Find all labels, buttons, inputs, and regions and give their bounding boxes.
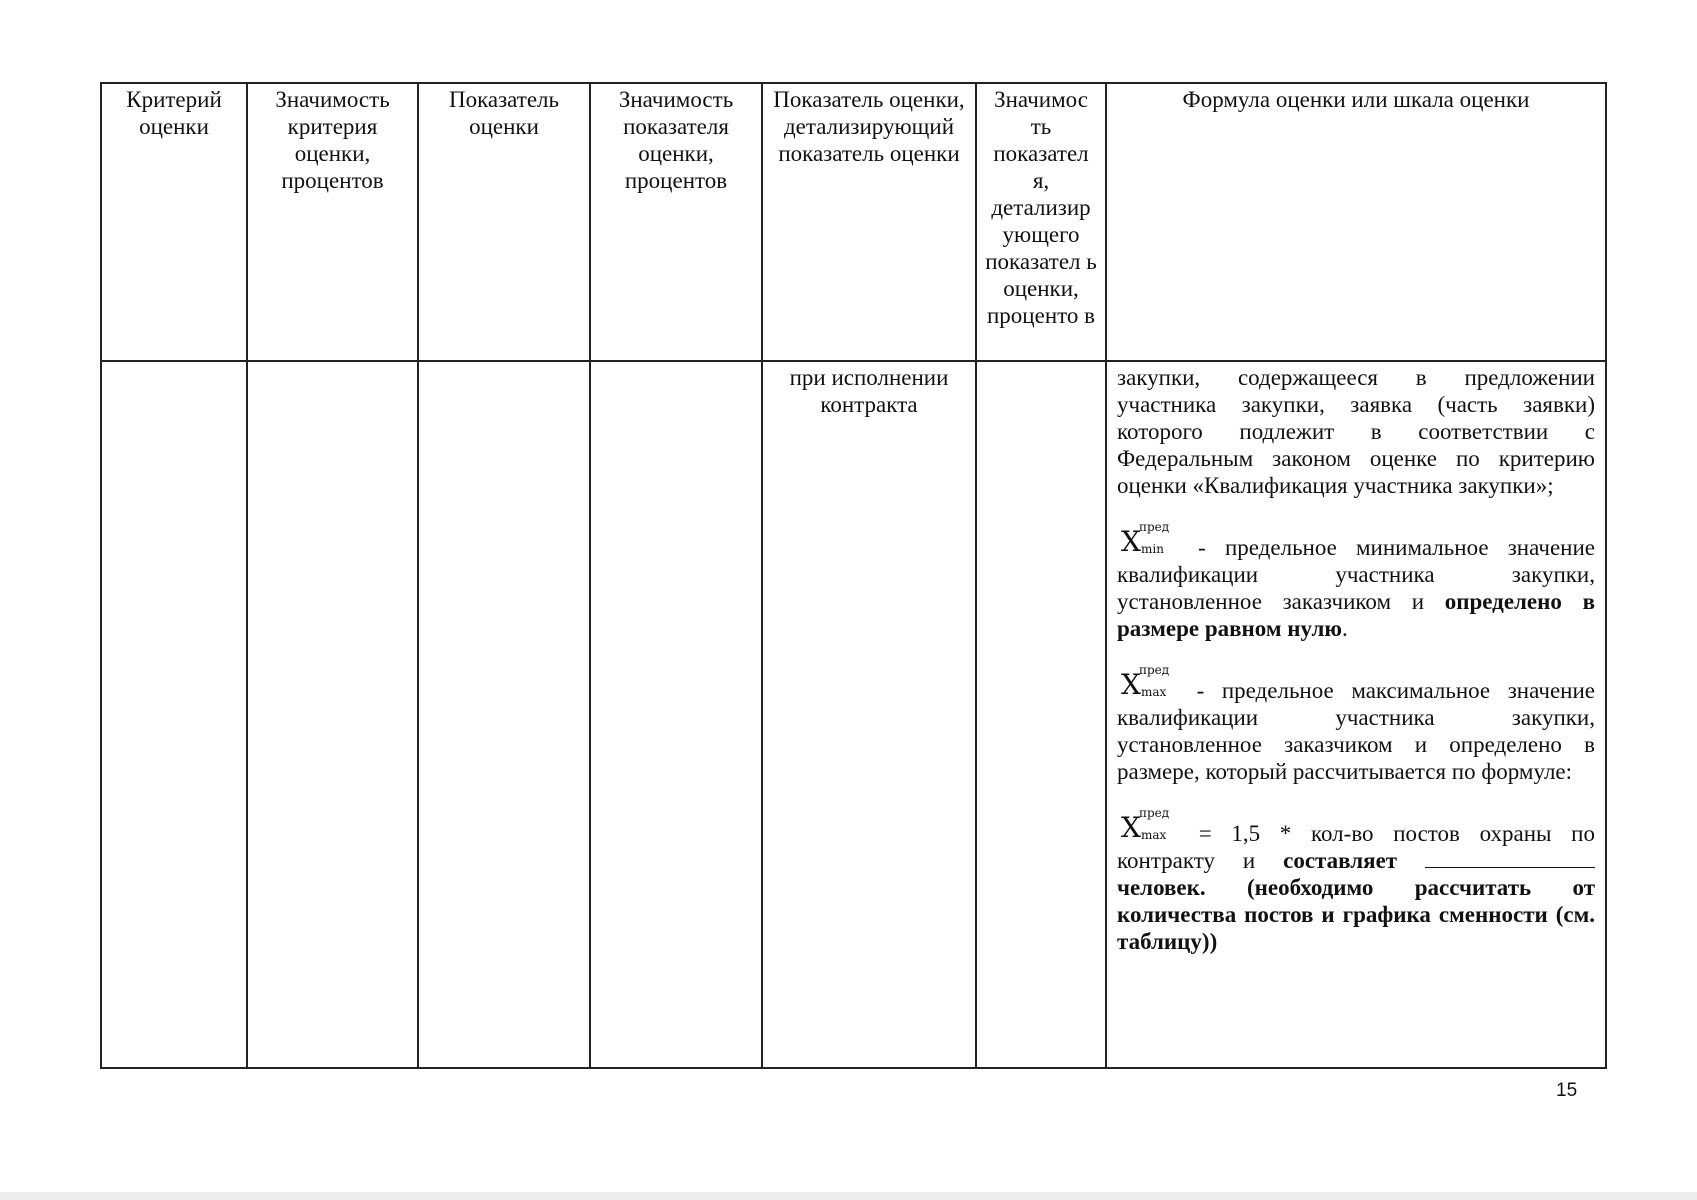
x-min-symbol: X пред min — [1121, 520, 1170, 558]
cell-indicator — [418, 361, 590, 1068]
table-header-row — [101, 83, 1606, 361]
header-indicator: Показатель оценки — [418, 83, 590, 361]
header-criterion: Критерий оценки — [101, 83, 247, 361]
formula-paragraph-min: X пред min - предельное минимальное значение квалификации участника закупки, установленное заказчиком и определено в размере равном нулю. — [1117, 520, 1595, 641]
formula-paragraph-1: закупки, содержащееся в предложении участника закупки, заявка (часть заявки) которого подлежит в соответствии с Федеральным законом оценке по критерию оценки «Квалификация участника закупки»; — [1117, 365, 1595, 498]
header-detail-indicator: Показатель оценки, детализирующий показатель оценки — [762, 83, 976, 361]
evaluation-criteria-table — [100, 82, 1607, 1069]
formula-paragraph-calc: X пред max = 1,5 * кол-во постов охраны по контракту и составляет человек. (необходимо рассчитать от количества постов и графика сменности (см. таблицу)) — [1117, 806, 1595, 954]
header-indicator-weight: Значимость показателя оценки, процентов — [590, 83, 762, 361]
table-row — [101, 361, 1606, 1068]
cell-criterion — [101, 361, 247, 1068]
cell-formula — [1106, 361, 1606, 1068]
cell-detail-indicator: при исполнении контракта — [762, 361, 976, 1068]
x-max-symbol: X пред max — [1121, 663, 1170, 701]
bottom-edge — [0, 1192, 1697, 1200]
header-formula: Формула оценки или шкала оценки — [1106, 83, 1606, 361]
header-detail-weight: Значимос ть показател я, детализир ующего показател ь оценки, проценто в — [976, 83, 1106, 361]
cell-detail-weight — [976, 361, 1106, 1068]
cell-indicator-weight — [590, 361, 762, 1068]
header-criterion-weight: Значимость критерия оценки, процентов — [247, 83, 418, 361]
fill-in-blank — [1425, 849, 1595, 868]
cell-criterion-weight — [247, 361, 418, 1068]
x-max-symbol-formula: X пред max — [1121, 806, 1170, 844]
page-number: 15 — [1556, 1080, 1578, 1101]
formula-paragraph-max: X пред max - предельное максимальное значение квалификации участника закупки, установленное заказчиком и определено в размере, который рассчитывается по формуле: — [1117, 663, 1595, 784]
